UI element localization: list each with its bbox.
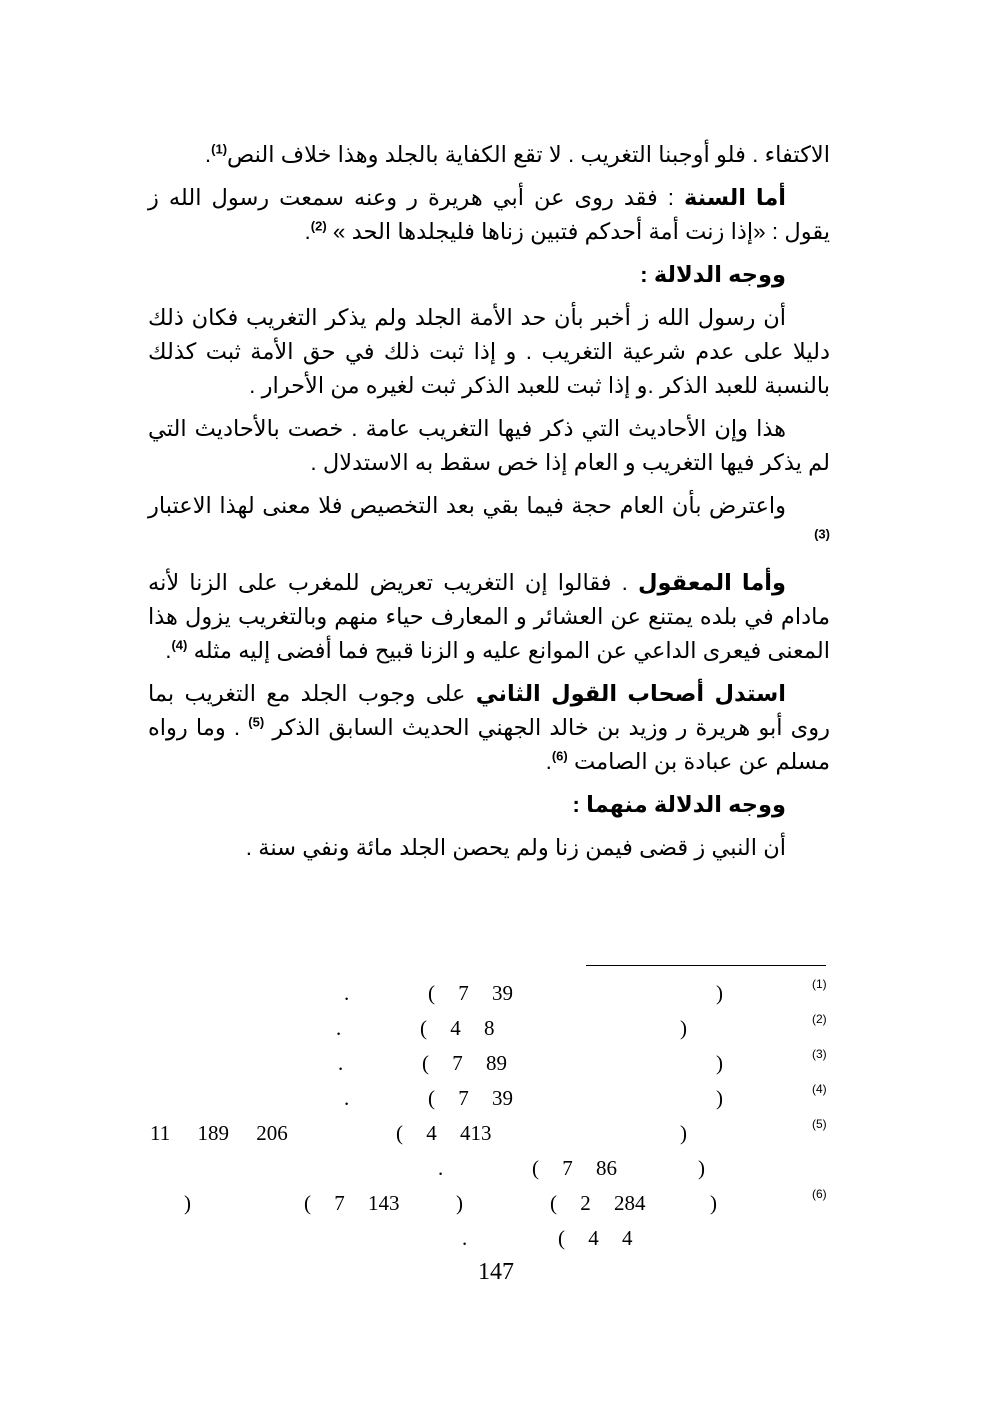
footnote-number-5: (5) xyxy=(812,1117,827,1131)
footnote-6b-ref: ( 4 4 xyxy=(558,1226,633,1250)
main-text xyxy=(148,138,830,865)
paragraph-4: هذا وإن الأحاديث التي ذكر فيها التغريب عامة . خصت بالأحاديث التي لم يذكر فيها التغريب و العام إذا خص سقط به الاستدلال . xyxy=(148,416,830,475)
footnote-1-end: . xyxy=(344,981,350,1005)
footnote-5-paren: ) xyxy=(680,1121,687,1145)
footnote-2-ref: ( 4 8 xyxy=(420,1016,495,1040)
footnote-ref-4[interactable]: (4) xyxy=(171,637,188,653)
footnote-ref-2[interactable]: (2) xyxy=(310,218,327,234)
paragraph-5: واعترض بأن العام حجة فيما بقي بعد التخصيص فلا معنى لهذا الاعتبار $^{(3)}$ xyxy=(148,493,830,542)
footnote-ref-1[interactable]: (1) xyxy=(211,141,228,157)
footnote-2-end: . xyxy=(336,1016,342,1040)
footnote-3-ref: ( 7 89 xyxy=(422,1051,507,1075)
heading-evidence-2: ووجه الدلالة منهما : xyxy=(572,792,786,817)
footnote-6-ref-b: ( 7 143 xyxy=(304,1191,400,1215)
footnote-3-paren: ) xyxy=(716,1051,723,1075)
section-lead-second-opinion: استدل أصحاب القول الثاني xyxy=(475,681,786,706)
heading-evidence-1: ووجه الدلالة : xyxy=(640,262,786,287)
paragraph-3: أن رسول الله ز أخبر بأن حد الأمة الجلد ولم يذكر التغريب فكان ذلك دليلا على عدم شرعية التغريب . و إذا ثبت ذلك في حق الأمة ثبت كذلك بالنسبة للعبد الذكر .و إذا ثبت للعبد الذكر ثبت لغيره من الأحرار . xyxy=(148,305,830,398)
footnote-6-paren-b: ) xyxy=(456,1191,463,1215)
footnote-6-paren-c: ) xyxy=(184,1191,191,1215)
paragraph-sunnah: أما السنة : فقد روى عن أبي هريرة ر وعنه سمعت رسول الله ز يقول : «إذا زنت أمة أحدكم فتبين زناها فليجلدها الحد » $^{(2)}$. xyxy=(148,185,830,244)
footnote-6-paren: ) xyxy=(710,1191,717,1215)
footnote-number-3: (3) xyxy=(812,1047,827,1061)
footnote-5b-ref: ( 7 86 xyxy=(532,1156,617,1180)
footnote-1-ref: ( 7 39 xyxy=(428,981,513,1005)
section-lead-sunnah: أما السنة xyxy=(684,185,786,210)
paragraph-8: أن النبي ز قضى فيمن زنا ولم يحصن الجلد مائة ونفي سنة . xyxy=(245,835,786,860)
footnote-5-ref: ( 4 413 xyxy=(396,1121,492,1145)
section-lead-reason: وأما المعقول xyxy=(638,570,786,595)
footnote-number-6: (6) xyxy=(812,1187,827,1201)
footnote-4-ref: ( 7 39 xyxy=(428,1086,513,1110)
footnote-number-4: (4) xyxy=(812,1082,827,1096)
footnote-3-end: . xyxy=(338,1051,344,1075)
footnote-ref-5[interactable]: (5) xyxy=(248,714,265,730)
footnote-6b-end: . xyxy=(462,1226,468,1250)
paragraph-1: الاكتفاء . فلو أوجبنا التغريب . لا تقع الكفاية بالجلد وهذا خلاف النص$^{(1)}$. xyxy=(204,141,830,167)
footnote-number-2: (2) xyxy=(812,1012,827,1026)
footnote-4-end: . xyxy=(344,1086,350,1110)
footnote-2-paren: ) xyxy=(680,1016,687,1040)
footnote-ref-3[interactable]: (3) xyxy=(814,526,830,542)
footnote-5b-end: . xyxy=(438,1156,444,1180)
footnote-separator xyxy=(586,965,826,966)
footnote-1-paren: ) xyxy=(716,981,723,1005)
footnote-ref-6[interactable]: (6) xyxy=(551,748,568,764)
paragraph-reason: وأما المعقول . فقالوا إن التغريب تعريض للمغرب على الزنا لأنه مادام في بلده يمتنع عن العشائر و المعارف حياء منهم وبالتغريب يزول هذا المعنى فيعرى الداعي عن الموانع عليه و الزنا قبيح فما أفضى إليه مثله $^{(4)}$. xyxy=(148,570,830,663)
footnote-5b-paren: ) xyxy=(698,1156,705,1180)
page-number: 147 xyxy=(478,1259,514,1285)
footnote-6-ref-a: ( 2 284 xyxy=(550,1191,646,1215)
footnote-5-pages: 11 189 206 xyxy=(150,1121,288,1145)
paragraph-second-opinion: استدل أصحاب القول الثاني على وجوب الجلد مع التغريب بما روى أبو هريرة ر وزيد بن خالد الجهني الحديث السابق الذكر $^{(5)}$ . وما رواه مسلم عن عبادة بن الصامت $^{(6)}$. xyxy=(148,681,830,774)
footnote-4-paren: ) xyxy=(716,1086,723,1110)
footnote-number-1: (1) xyxy=(812,977,827,991)
